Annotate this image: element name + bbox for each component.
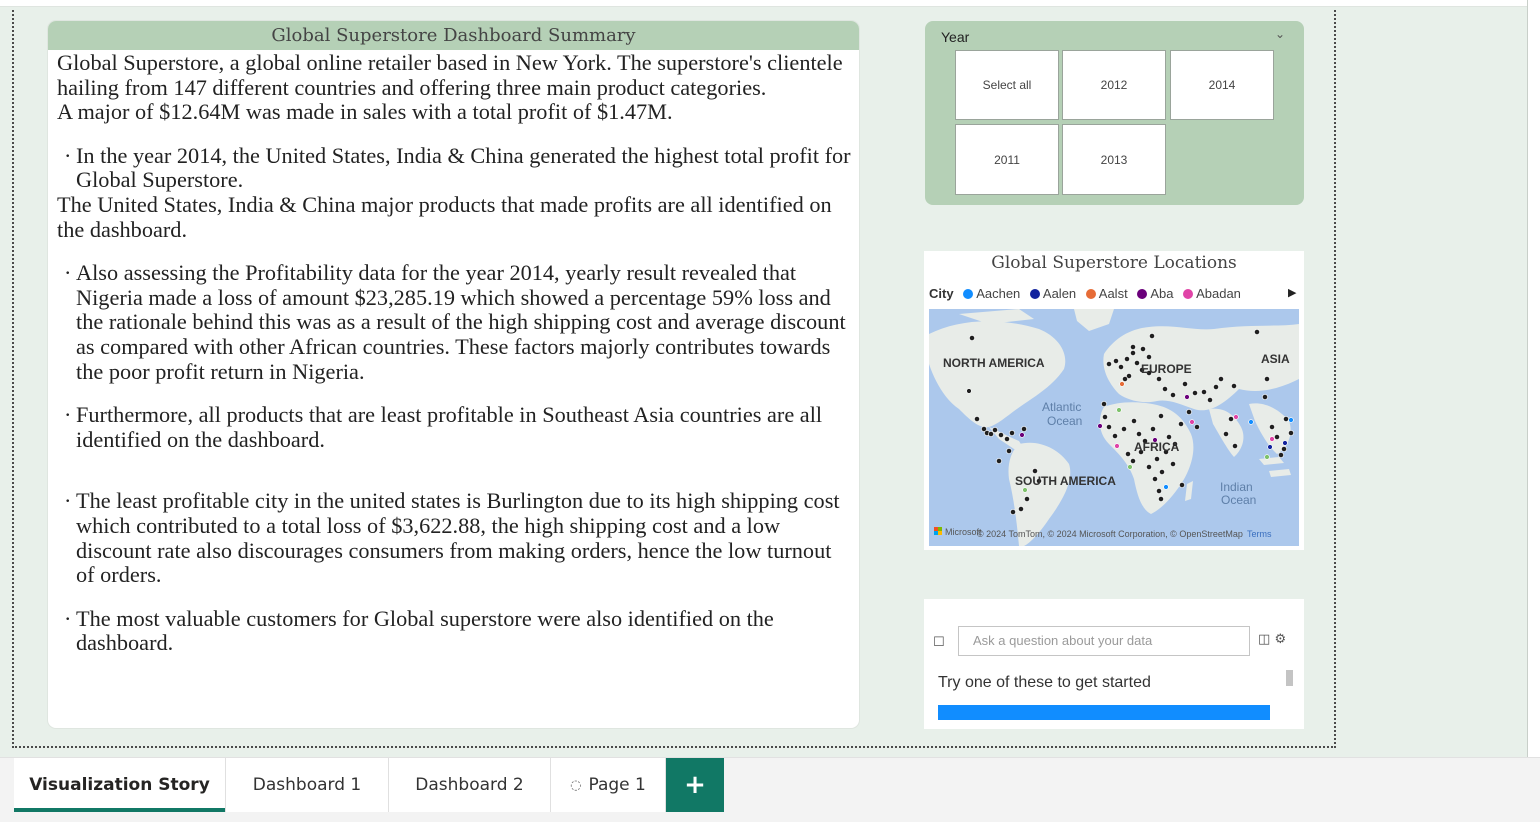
label-africa: AFRICA	[1134, 440, 1180, 454]
map-title: Global Superstore Locations	[991, 253, 1237, 273]
tab-page-1[interactable]: ◌ Page 1	[551, 758, 666, 812]
legend-next-icon[interactable]: ▶	[1288, 286, 1297, 299]
chevron-down-icon[interactable]: ⌄	[1275, 27, 1286, 41]
tab-dashboard-2[interactable]: Dashboard 2	[389, 758, 551, 812]
qa-hint-text: Try one of these to get started	[938, 674, 1151, 691]
hierarchy-icon[interactable]: ◫	[1258, 632, 1271, 647]
legend-item-abadan[interactable]: Abadan	[1183, 286, 1241, 301]
year-slicer	[925, 21, 1304, 205]
legend-item-aachen[interactable]: Aachen	[963, 286, 1020, 301]
top-strip	[0, 0, 1528, 7]
summary-title: Global Superstore Dashboard Summary	[48, 21, 859, 50]
year-tile-2011[interactable]: 2011	[955, 124, 1059, 195]
intro-sales-paragraph: A major of $12.64M was made in sales with a total profit of $1.47M.	[57, 99, 673, 125]
chat-icon: ☐	[933, 635, 945, 650]
intro-paragraph: Global Superstore, a global online retailer based in New York. The superstore's clientele hailing from 147 different countries and offering three main product categories.	[57, 50, 843, 100]
qa-question-input[interactable]: Ask a question about your data	[958, 626, 1250, 656]
add-page-button[interactable]: +	[666, 758, 724, 812]
label-atlantic-2: Ocean	[1047, 414, 1083, 428]
bullet-top-countries: · In the year 2014, the United States, India & China generated the highest total profit for Global Superstore.	[64, 142, 851, 193]
year-tile-2012[interactable]: 2012	[1062, 50, 1166, 120]
map-terms-link: Terms	[1247, 529, 1272, 539]
label-europe: EUROPE	[1141, 362, 1192, 376]
label-atlantic-1: Atlantic	[1042, 400, 1082, 414]
label-north-america: NORTH AMERICA	[943, 356, 1045, 370]
bullet-valuable-customers: · The most valuable customers for Global superstore were also identified on the dashboard.	[64, 605, 774, 656]
hidden-eye-icon: ◌	[570, 777, 582, 793]
world-map[interactable]	[929, 309, 1299, 546]
legend-title: City	[929, 286, 954, 301]
tab-dashboard-1[interactable]: Dashboard 1	[226, 758, 389, 812]
page-tab-bar	[0, 757, 1540, 822]
qa-scrollbar[interactable]	[1286, 670, 1293, 686]
label-south-america: SOUTH AMERICA	[1015, 474, 1116, 488]
legend-item-aba[interactable]: Aba	[1137, 286, 1173, 301]
gear-icon[interactable]: ⚙	[1274, 632, 1287, 647]
map-copyright: © 2024 TomTom, © 2024 Microsoft Corporation, © OpenStreetMap	[977, 529, 1243, 539]
summary-card	[48, 21, 859, 728]
locations-map-visual	[924, 251, 1304, 550]
tab-visualization-story[interactable]: Visualization Story	[14, 758, 226, 812]
label-indian-2: Ocean	[1221, 493, 1257, 507]
legend-item-aalst[interactable]: Aalst	[1086, 286, 1128, 301]
label-indian-1: Indian	[1220, 480, 1253, 494]
summary-text	[57, 51, 852, 656]
map-attribution: Microsoft	[945, 527, 982, 537]
canvas-right-edge	[1527, 0, 1528, 760]
year-tile-select-all[interactable]: Select all	[955, 50, 1059, 120]
year-tile-2014[interactable]: 2014	[1170, 50, 1274, 120]
bullet-nigeria-loss: · Also assessing the Profitability data for the year 2014, yearly result revealed that Nigeria made a loss of amount $23,285.19 which showed a percentage 59% loss and the rationale behind this was as a result of the high shipping cost and average discount as compared with other African countries. These factors majorly contributes towards the poor profit return in Nigeria.	[64, 260, 846, 384]
qa-suggestion-bar[interactable]	[938, 705, 1270, 720]
year-slicer-label: Year	[941, 29, 970, 45]
bullet-southeast-asia: · Furthermore, all products that are least profitable in Southeast Asia countries are all identified on the dashboard.	[64, 402, 823, 452]
legend-item-aalen[interactable]: Aalen	[1030, 286, 1076, 301]
top-countries-follow: The United States, India & China major products that made profits are all identified on the dashboard.	[57, 191, 832, 242]
bullet-burlington: · The least profitable city in the united states is Burlington due to its high shipping cost which contributed to a total loss of $3,622.88, the high shipping cost and a low discount rate also discourages consumers from making orders, hence the low turnout of orders.	[64, 488, 840, 588]
label-asia: ASIA	[1261, 352, 1290, 366]
qa-visual	[924, 599, 1304, 729]
map-legend	[929, 286, 1247, 301]
year-tile-2013[interactable]: 2013	[1062, 124, 1166, 195]
